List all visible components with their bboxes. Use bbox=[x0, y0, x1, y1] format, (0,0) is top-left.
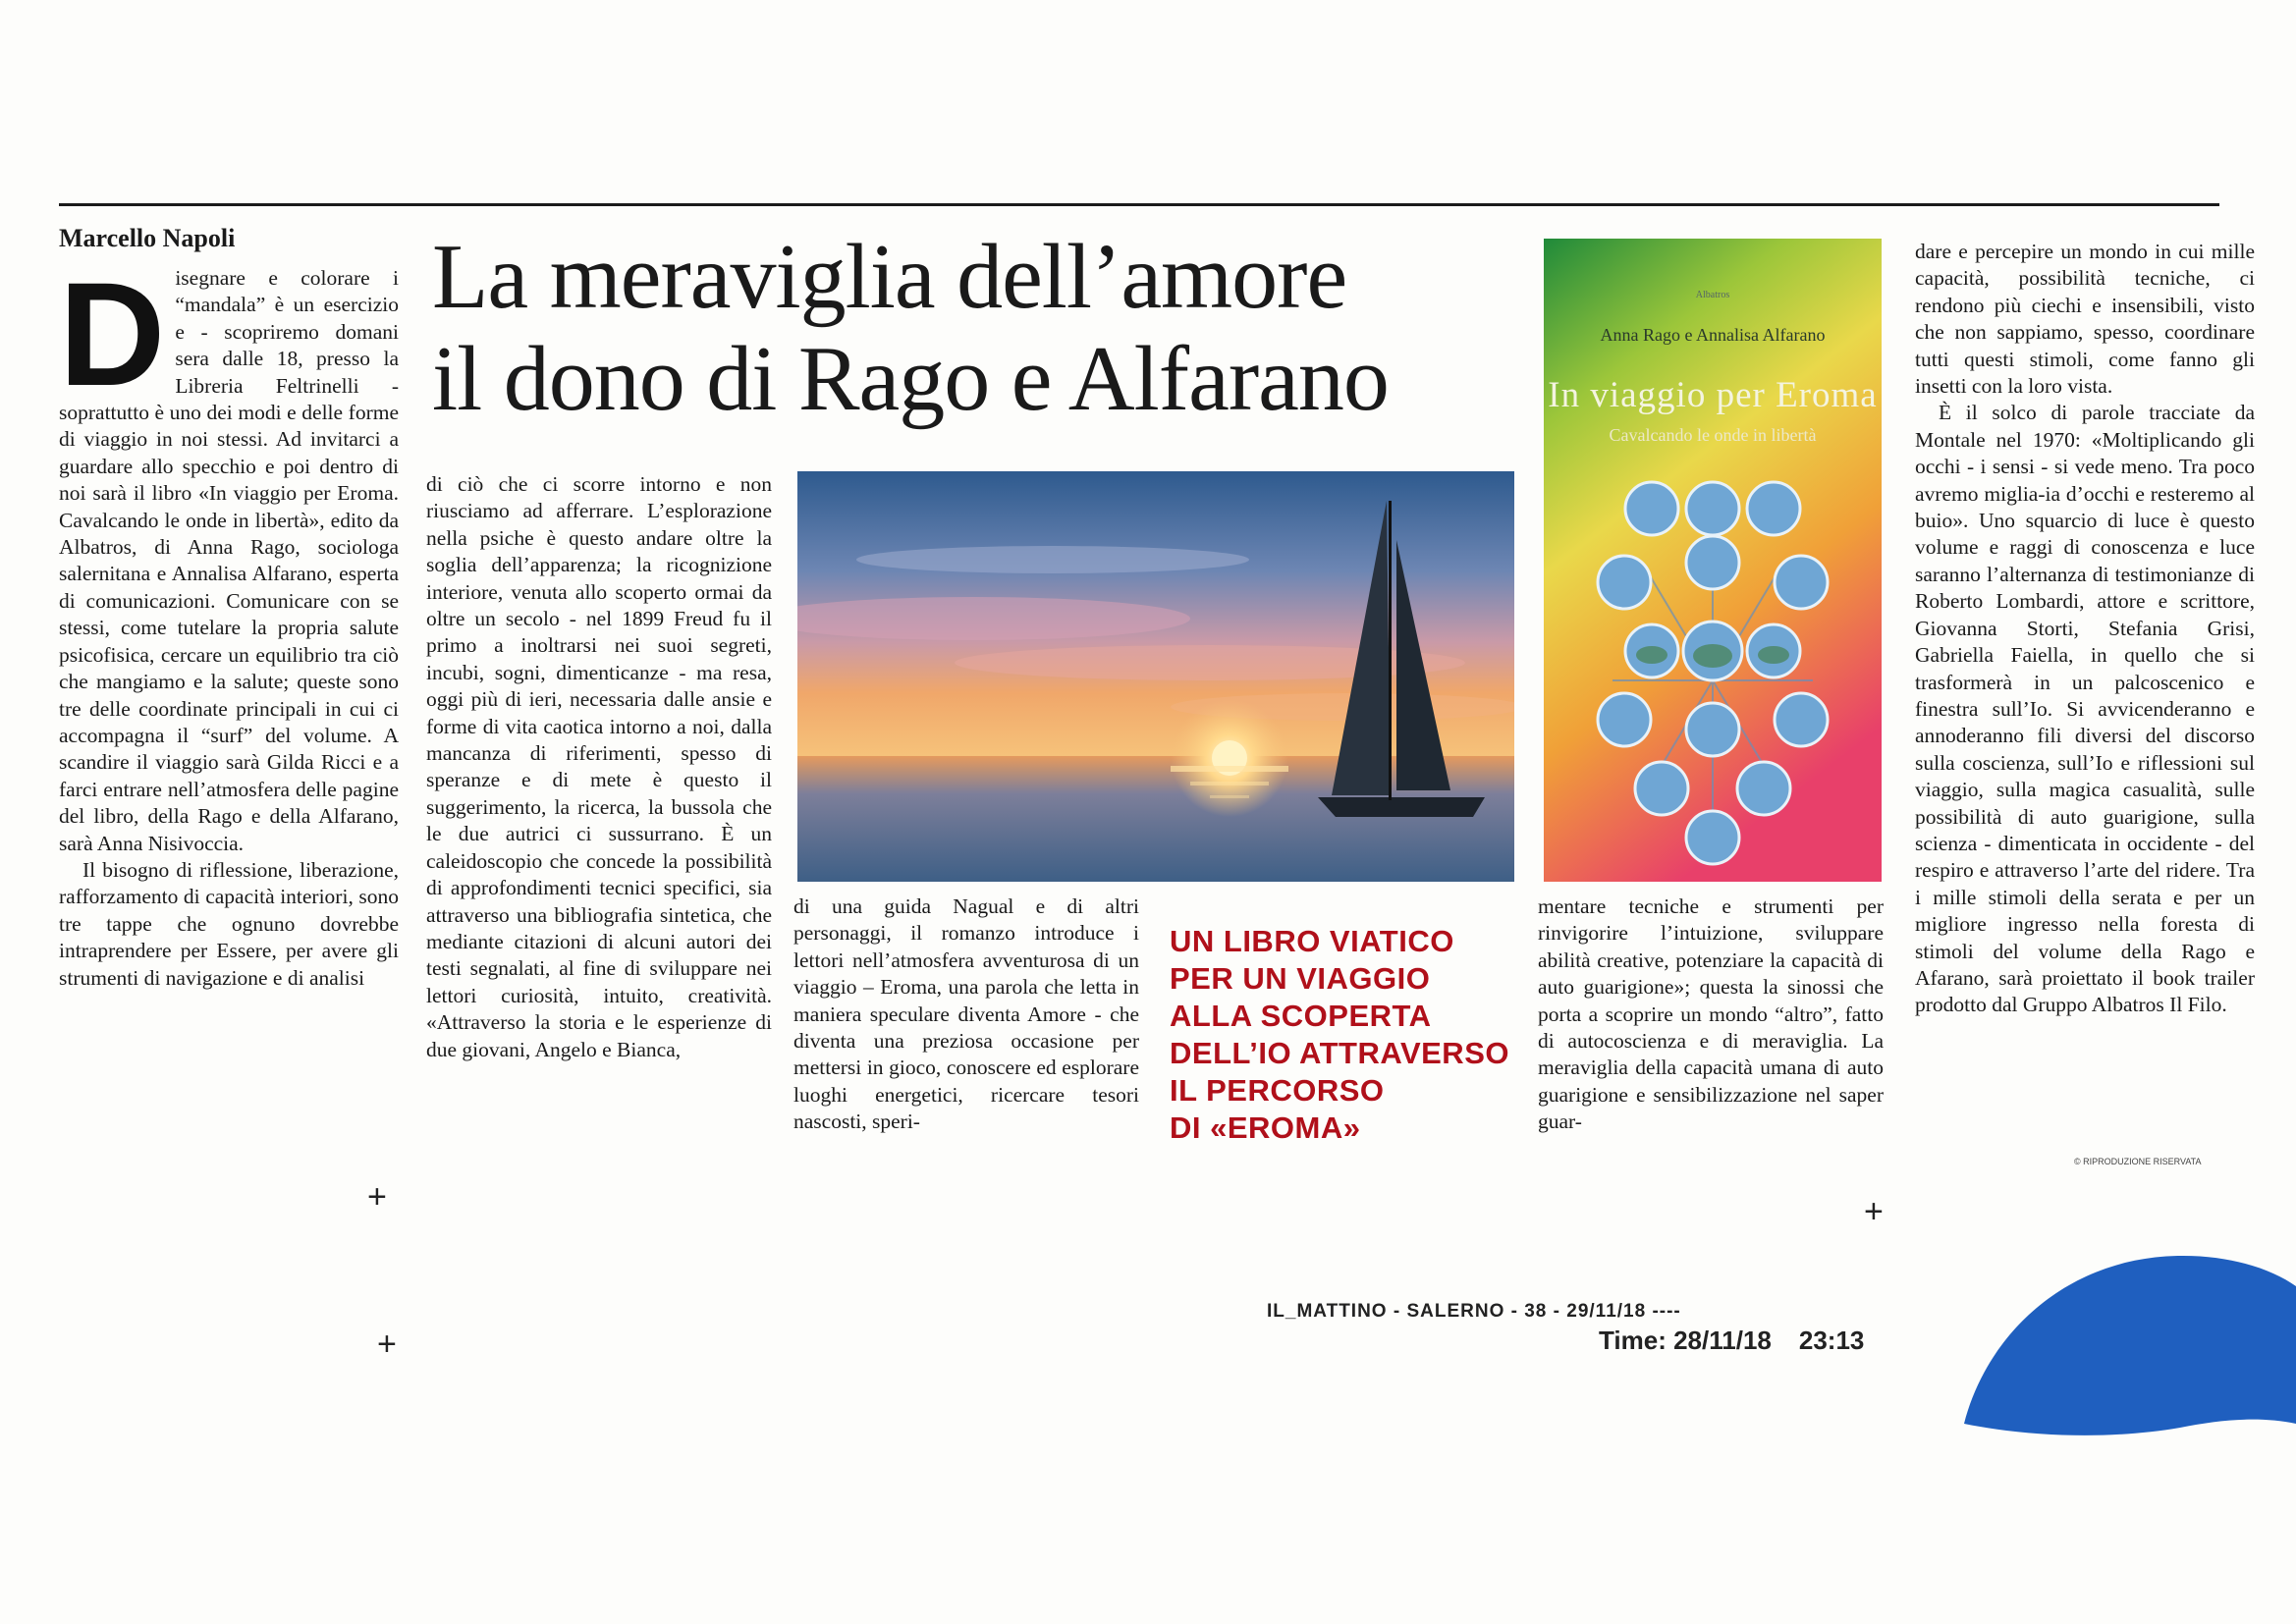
book-subtitle: Cavalcando le onde in libertà bbox=[1609, 425, 1817, 445]
paragraph: di una guida Nagual e di altri personaggi, il romanzo introduce i lettori nell’atmosfera avventurosa di un viaggio – Eroma, una parola che letta in maniera speculare diventa Amore - che diventa una preziosa occasione per mettersi in gioco, conoscere ed esplorare luoghi energetici, ricercare tesori nascosti, speri- bbox=[793, 894, 1139, 1134]
pull-quote-line: UN LIBRO VIATICO bbox=[1170, 924, 1454, 958]
page-slug: IL_MATTINO - SALERNO - 38 - 29/11/18 ---- bbox=[1267, 1301, 1681, 1322]
print-time-date: Time: 28/11/18 bbox=[1599, 1326, 1772, 1355]
pull-quote-line: ALLA SCOPERTA bbox=[1170, 999, 1432, 1033]
print-time-clock: 23:13 bbox=[1798, 1326, 1865, 1355]
byline: Marcello Napoli bbox=[59, 224, 236, 252]
pull-quote bbox=[1170, 923, 1509, 1147]
paragraph: Disegnare e colorare i “mandala” è un esercizio e - scopriremo domani sera dalle 18, presso la Libreria Feltrinelli - soprattutto è uno dei modi e delle forme di viaggio in noi stessi. Ad invitarci a guardare allo specchio e poi dentro di noi sarà il libro «In viaggio per Eroma. Cavalcando le onde in libertà», edito da Albatros, di Anna Rago, sociologa salernitana e Annalisa Alfarano, esperta di comunicazioni. Comunicare con se stessi, come tutelare la propria salute psicofisica, cercare un equilibrio tra ciò che mangiamo e la salute; queste sono tre delle coordinate principali in cui ci accompagna il “surf” del volume. A scandire il viaggio sarà Gilda Ricci e a farci entrare nell’atmosfera delle pagine del libro, della Rago e della Alfarano, sarà Anna Nisivoccia. bbox=[59, 251, 399, 855]
pull-quote-line: DI «EROMA» bbox=[1170, 1110, 1361, 1145]
print-time bbox=[1599, 1326, 1864, 1356]
top-rule bbox=[59, 203, 2219, 206]
article-column-4 bbox=[1538, 893, 1884, 1136]
copyright-notice: © RIPRODUZIONE RISERVATA bbox=[2074, 1157, 2202, 1166]
article-column-2 bbox=[426, 471, 772, 1063]
drop-cap: D bbox=[59, 251, 166, 416]
headline-line-2: il dono di Rago e Alfarano bbox=[432, 328, 1389, 430]
paragraph: Il bisogno di riflessione, liberazione, rafforzamento di capacità interiori, sono tre tappe che ognuno dovrebbe intraprendere per Essere, per avere gli strumenti di navigazione e di analisi bbox=[59, 857, 399, 990]
paragraph: di ciò che ci scorre intorno e non riusciamo ad afferrare. L’esplorazione nella psiche è questo andare oltre la soglia dell’apparenza; la ricognizione interiore, venuta allo scoperto ormai da oltre un secolo - nel 1899 Freud fu il primo a inoltrarsi nei suoi segreti, incubi, sogni, dimenticanze - ma resa, oggi più di ieri, necessaria dalle ansie e forme di vita caotica intorno a noi, dalla mancanza di riferimenti, spesso di speranze e di mete è questo il suggerimento, la ricerca, la bussola che le due autrici ci sussurrano. È un caleidoscopio che concede la possibilità di approfondimenti tecnici specifici, sia attraverso una bibliografia sintetica, che mediante citazioni di alcuni autori dei testi segnalati, al fine di sviluppare nei lettori curiosità, intuito, creatività. «Attraverso la storia e le esperienze di due giovani, Angelo e Bianca, bbox=[426, 472, 772, 1061]
pull-quote-line: PER UN VIAGGIO bbox=[1170, 961, 1431, 996]
article-column-1 bbox=[59, 251, 399, 992]
color-registration-blob bbox=[1964, 1247, 2296, 1443]
paragraph: È il solco di parole tracciate da Montale nel 1970: «Moltiplicando gli occhi - i sensi - si vede meno. Tra poco avremo miglia-ia d’occhi e resteremo al buio». Uno squarcio di luce è questo volume e raggi di conoscenza e luce saranno l’alternanza di testimonianze di Roberto Lombardi, attore e scrittore, Giovanna Storti, Stefania Grisi, Gabriella Faiella, in quello che si trasformerà in un palcoscenico e finestra sull’Io. Si avvicenderanno e annoderanno fili diversi del discorso sulla coscienza, sull’Io e riflessioni sul viaggio, sulla magica casualità, sulle possibilità di auto guarigione, sulla scienza - dimenticata in occidente - del respiro e attraverso l’arte del ridere. Tra i mille stimoli della serata e per un migliore ingresso nella foresta di stimoli del volume della Rago e Afarano, sarà proiettato il book trailer prodotto dal Gruppo Albatros Il Filo. bbox=[1915, 401, 2255, 1017]
pull-quote-line: IL PERCORSO bbox=[1170, 1073, 1385, 1108]
book-title: In viaggio per Eroma bbox=[1548, 375, 1878, 415]
sailboat-icon bbox=[797, 471, 1514, 882]
article-column-5 bbox=[1915, 239, 2255, 1019]
registration-mark-icon: + bbox=[367, 1178, 387, 1216]
book-cover bbox=[1544, 239, 1882, 882]
headline-line-1: La meraviglia dell’amore bbox=[432, 226, 1347, 328]
sailboat-sunset-photo bbox=[797, 471, 1514, 882]
headline bbox=[432, 226, 1532, 430]
registration-mark-icon: + bbox=[1864, 1193, 1884, 1230]
paragraph: dare e percepire un mondo in cui mille capacità, possibilità tecniche, ci rendono più ciechi e insensibili, visto che non sappiamo, spesso, coordinare tutti questi stimoli, come fanno gli insetti con la loro vista. bbox=[1915, 240, 2255, 399]
registration-mark-icon: + bbox=[377, 1326, 397, 1363]
paragraph: mentare tecniche e strumenti per rinvigorire l’intuizione, sviluppare abilità creative, potenziare la capacità di auto guarigione»; questa la sinossi che porta a scoprire un mondo “altro”, fatto di autocoscienza e di meraviglia. La meraviglia della capacità umana di auto guarigione e sensibilizzazione nel saper guar- bbox=[1538, 894, 1884, 1134]
article-column-3 bbox=[793, 893, 1139, 1136]
book-publisher: Albatros bbox=[1695, 290, 1730, 300]
pull-quote-line: DELL’IO ATTRAVERSO bbox=[1170, 1036, 1509, 1070]
book-authors: Anna Rago e Annalisa Alfarano bbox=[1600, 325, 1826, 345]
